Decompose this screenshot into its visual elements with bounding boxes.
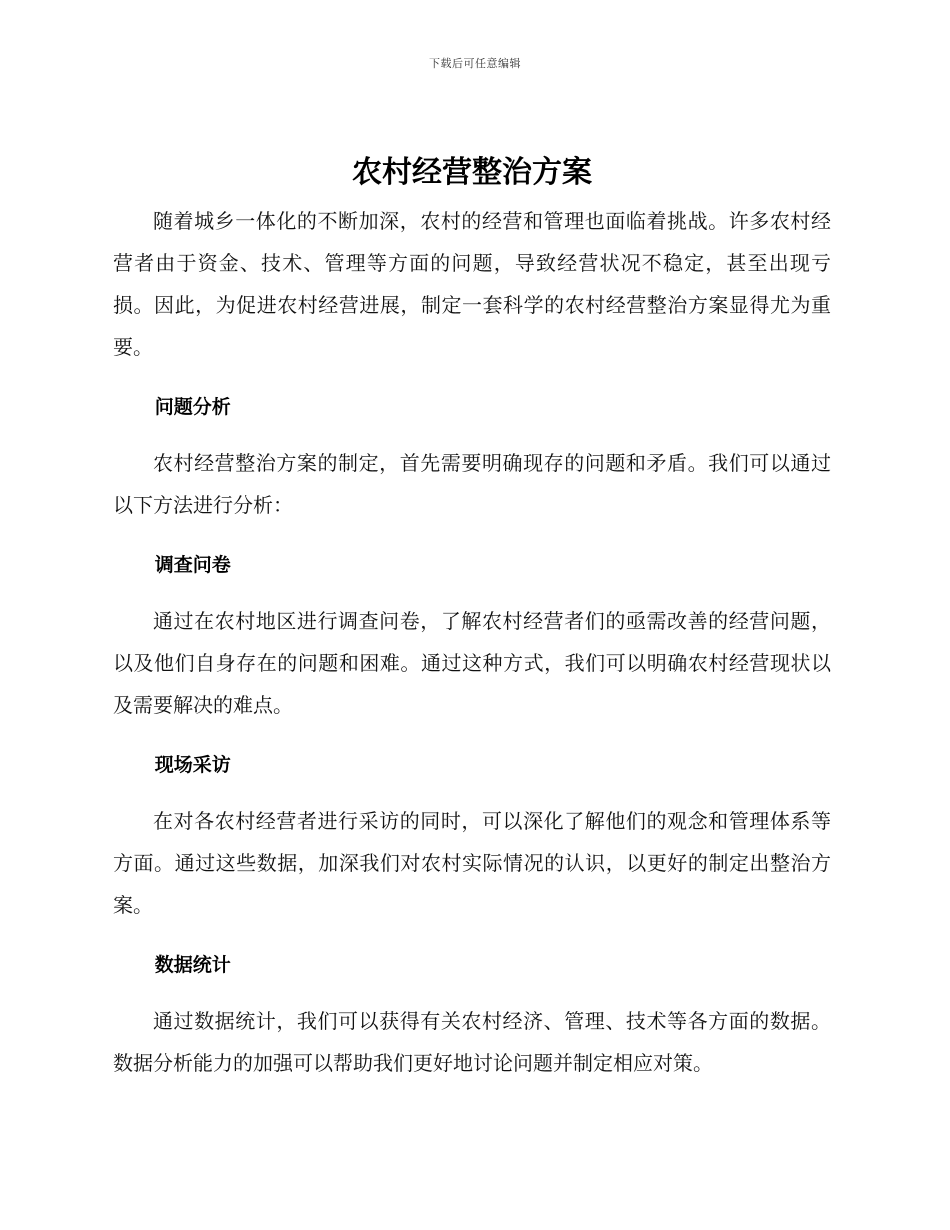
- section-paragraph-survey: 通过在农村地区进行调查问卷，了解农村经营者们的亟需改善的经营问题，以及他们自身存在的问题和困难。通过这种方式，我们可以明确农村经营现状以及需要解决的难点。: [113, 609, 831, 717]
- section-paragraph-statistics: 通过数据统计，我们可以获得有关农村经济、管理、技术等各方面的数据。数据分析能力的加强可以帮助我们更好地讨论问题并制定相应对策。: [113, 1009, 831, 1075]
- section-paragraph-interview: 在对各农村经营者进行采访的同时，可以深化了解他们的观念和管理体系等方面。通过这些数据，加深我们对农村实际情况的认识，以更好的制定出整治方案。: [113, 809, 831, 917]
- section-heading-statistics: 数据统计: [154, 954, 231, 976]
- section-heading-interview: 现场采访: [154, 754, 231, 776]
- section-heading-survey: 调查问卷: [154, 554, 231, 576]
- section-heading-problem-analysis: 问题分析: [154, 396, 231, 418]
- intro-paragraph: 随着城乡一体化的不断加深，农村的经营和管理也面临着挑战。许多农村经营者由于资金、技术、管理等方面的问题，导致经营状况不稳定，甚至出现亏损。因此，为促进农村经营进展，制定一套科学的农村经营整治方案显得尤为重要。: [113, 209, 831, 359]
- document-title: 农村经营整治方案: [352, 155, 592, 190]
- section-paragraph-problem-analysis: 农村经营整治方案的制定，首先需要明确现存的问题和矛盾。我们可以通过以下方法进行分析：: [113, 451, 831, 517]
- page-header-note: 下载后可任意编辑: [429, 57, 521, 70]
- document-body: [113, 146, 831, 1084]
